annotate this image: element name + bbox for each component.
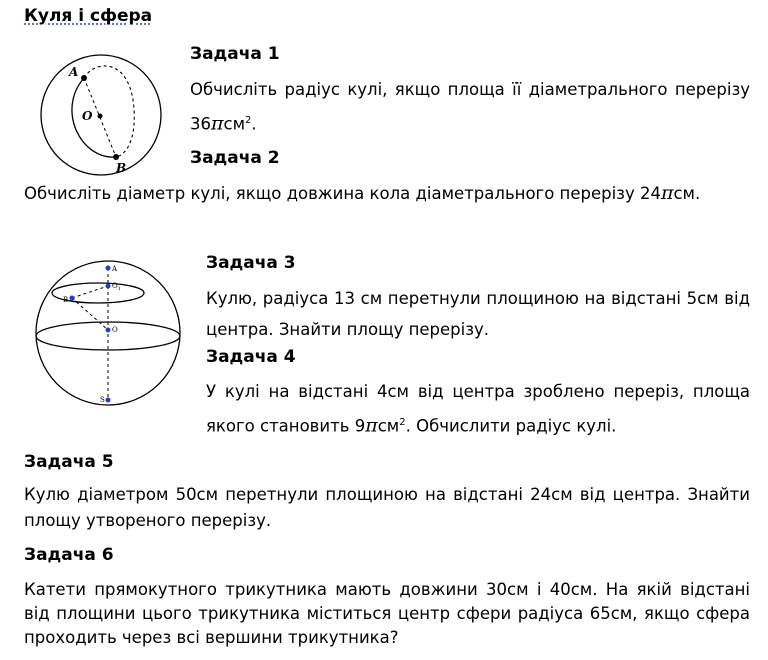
task-6-text: Катети прямокутного трикутника мають довжини 30см і 40см. На якій відстані від площини цього трикутника міститься центр сфери радіуса 65см, якщо сфера проходить через всі вершини трикутника? (24, 580, 750, 647)
point-b-label: B (116, 161, 127, 175)
fig2-label-b: B (63, 296, 69, 304)
task-5-heading: Задача 5 (24, 452, 114, 472)
sphere-figure-1 (36, 50, 166, 180)
task-4-text: У кулі на відстані 4см від центра зроблено переріз, площа якого становить 9πсм$^2$. Обчислити радіус кулі. (206, 382, 750, 437)
fig2-label-a: A (112, 265, 118, 273)
fig2-label-o1: $O_1$ (112, 282, 121, 292)
task-6-heading: Задача 6 (24, 545, 114, 565)
task-2-text: Обчисліть діаметр кулі, якщо довжина кола діаметрального перерізу 24πсм. (24, 182, 701, 204)
task-1-text: Обчисліть радіус кулі, якщо площа її діаметрального перерізу 36πсм$^2$. (190, 80, 750, 135)
point-o-label: O (82, 109, 93, 123)
task-1-heading: Задача 1 (190, 44, 280, 64)
point-a-label: A (69, 65, 79, 79)
task-3-heading: Задача 3 (206, 253, 296, 273)
task-3-text: Кулю, радіуса 13 см перетнули площиною на відстані 5см від центра. Знайти площу перерізу. (206, 289, 750, 339)
fig2-label-s: S (100, 396, 105, 404)
sphere-figure-2 (28, 258, 188, 408)
fig2-label-o: O (112, 326, 118, 334)
page-title: Куля і сфера (24, 6, 153, 26)
task-4-heading: Задача 4 (206, 347, 296, 367)
task-5-text: Кулю діаметром 50см перетнули площиною на відстані 24см від центра. Знайти площу утвореного перерізу. (24, 485, 750, 530)
task-2-heading: Задача 2 (190, 148, 280, 168)
